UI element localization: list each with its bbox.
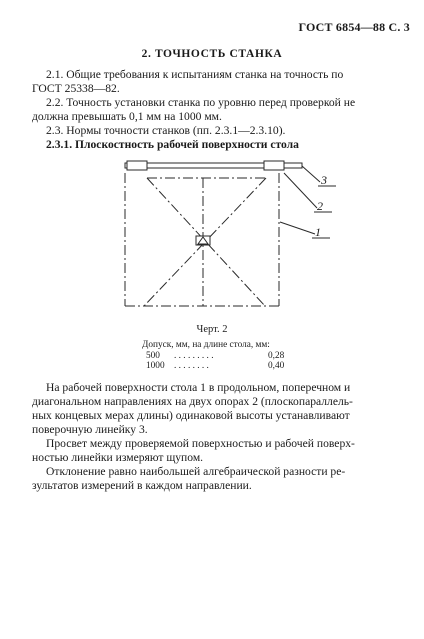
paragraph-2-1-line-2: ГОСТ 25338—82. bbox=[32, 82, 120, 95]
tolerance-row-1000: 1000 . . . . . . . . 0,40 bbox=[146, 361, 285, 371]
body-line-2: диагональном направлениях на двух опорах 2 (плоскопараллель- bbox=[32, 395, 353, 408]
body-line-6: ностью линейки измеряют щупом. bbox=[32, 451, 204, 464]
body-line-5: Просвет между проверяемой поверхностью и рабочей поверх- bbox=[46, 437, 355, 450]
body-line-8: зультатов измерений в каждом направлении. bbox=[32, 479, 252, 492]
tolerance-row-500: 500 . . . . . . . . . 0,28 bbox=[146, 351, 285, 361]
paragraph-2-2-line-1: 2.2. Точность установки станка по уровню перед проверкой не bbox=[46, 96, 356, 109]
page-header: ГОСТ 6854—88 С. 3 bbox=[298, 20, 410, 34]
leader-line-3 bbox=[302, 166, 320, 182]
support-left bbox=[127, 161, 147, 170]
body-line-4: поверочную линейку 3. bbox=[32, 423, 148, 436]
section-title: 2. ТОЧНОСТЬ СТАНКА bbox=[141, 48, 283, 60]
leader-line-1 bbox=[280, 222, 315, 234]
body-line-1: На рабочей поверхности стола 1 в продольном, поперечном и bbox=[46, 381, 351, 394]
paragraph-2-1-line-1: 2.1. Общие требования к испытаниям станка на точность по bbox=[46, 68, 344, 81]
leader-line-2 bbox=[284, 173, 317, 208]
figure-label-2: 2 bbox=[317, 199, 323, 213]
body-line-3: ных концевых мерах длины) одинаковой высоты устанавливают bbox=[32, 409, 350, 422]
paragraph-2-2-line-2: должна превышать 0,1 мм на 1000 мм. bbox=[32, 110, 222, 123]
tolerance-header: Допуск, мм, на длине стола, мм: bbox=[142, 340, 270, 350]
paragraph-2-3: 2.3. Нормы точности станков (пп. 2.3.1—2.3.10). bbox=[46, 124, 286, 137]
support-right bbox=[264, 161, 284, 170]
figure-caption: Черт. 2 bbox=[196, 324, 228, 335]
figure-label-3: 3 bbox=[321, 173, 327, 187]
figure-label-1: 1 bbox=[315, 225, 321, 239]
paragraph-2-3-1-heading: 2.3.1. Плоскостность рабочей поверхности стола bbox=[46, 138, 299, 151]
body-line-7: Отклонение равно наибольшей алгебраической разности ре- bbox=[46, 465, 346, 478]
